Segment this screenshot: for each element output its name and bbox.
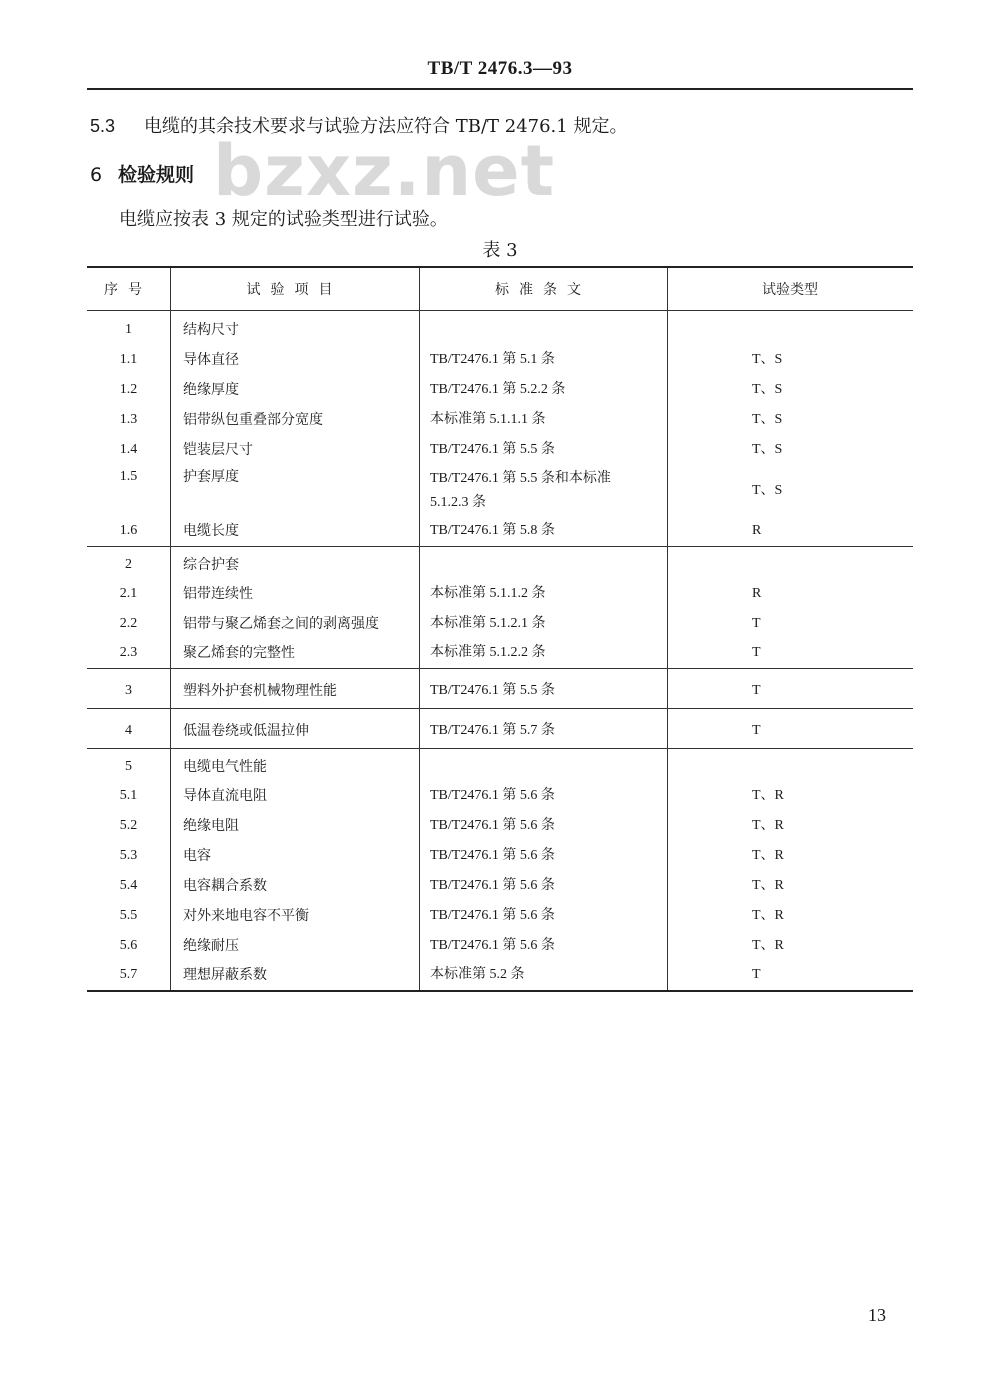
cell-item: 电容 xyxy=(171,841,420,871)
cell-standard: 本标准第 5.1.1.1 条 xyxy=(420,405,668,435)
cell-item: 塑料外护套机械物理性能 xyxy=(171,669,420,709)
table-row xyxy=(87,345,913,375)
cell-standard: 本标准第 5.1.2.1 条 xyxy=(420,609,668,639)
cell-standard: TB/T2476.1 第 5.8 条 xyxy=(420,517,668,547)
table-row xyxy=(87,375,913,405)
cell-num: 5.6 xyxy=(87,931,171,961)
table-row xyxy=(87,709,913,749)
cell-num: 5.2 xyxy=(87,811,171,841)
cell-type: T、S xyxy=(752,351,783,367)
cell-item: 电容耦合系数 xyxy=(171,871,420,901)
table-row xyxy=(87,811,913,841)
cell-type: T、S xyxy=(752,411,783,427)
clause-number: 5.3 xyxy=(90,116,116,136)
cell-item: 电缆长度 xyxy=(171,517,420,547)
cell-num: 2 xyxy=(87,547,171,579)
cell-type: T、S xyxy=(752,381,783,397)
cell-standard xyxy=(420,311,668,345)
cell-standard: TB/T2476.1 第 5.7 条 xyxy=(420,709,668,749)
cell-standard xyxy=(420,465,668,517)
cell-standard: TB/T2476.1 第 5.6 条 xyxy=(420,871,668,901)
cell-standard: 本标准第 5.1.1.2 条 xyxy=(420,579,668,609)
cell-num: 1.2 xyxy=(87,375,171,405)
cell-type: T、R xyxy=(752,787,784,803)
table-row xyxy=(87,961,913,991)
header-item: 试验项目 xyxy=(171,267,420,311)
cell-item: 铝带纵包重叠部分宽度 xyxy=(171,405,420,435)
cell-item: 绝缘电阻 xyxy=(171,811,420,841)
cell-type xyxy=(668,547,914,579)
table-caption: 表 3 xyxy=(482,240,518,261)
cell-num: 1.1 xyxy=(87,345,171,375)
cell-num: 5.4 xyxy=(87,871,171,901)
cell-item: 护套厚度 xyxy=(171,465,420,517)
watermark: bzxz.net xyxy=(213,130,556,212)
table-row xyxy=(87,749,913,781)
cell-type: T、S xyxy=(752,482,783,498)
header-rule xyxy=(87,88,913,90)
table-header-row xyxy=(87,267,913,311)
table-row xyxy=(87,781,913,811)
cell-num: 5 xyxy=(87,749,171,781)
cell-standard: TB/T2476.1 第 5.6 条 xyxy=(420,781,668,811)
table-row xyxy=(87,901,913,931)
cell-item: 铠装层尺寸 xyxy=(171,435,420,465)
table-row xyxy=(87,465,913,517)
clause-text: 电缆的其余技术要求与试验方法应符合 TB/T 2476.1 规定。 xyxy=(144,116,628,137)
cell-item: 绝缘厚度 xyxy=(171,375,420,405)
table-row xyxy=(87,931,913,961)
cell-type: T、R xyxy=(752,847,784,863)
section-title: 检验规则 xyxy=(118,164,195,186)
cell-standard: 本标准第 5.1.2.2 条 xyxy=(420,639,668,669)
cell-standard: TB/T2476.1 第 5.6 条 xyxy=(420,931,668,961)
cell-item: 聚乙烯套的完整性 xyxy=(171,639,420,669)
cell-num: 2.2 xyxy=(87,609,171,639)
cell-standard: TB/T2476.1 第 5.6 条 xyxy=(420,841,668,871)
cell-type: T、S xyxy=(752,441,783,457)
cell-item: 结构尺寸 xyxy=(171,311,420,345)
cell-type: T、R xyxy=(752,937,784,953)
table-row xyxy=(87,609,913,639)
cell-num: 5.5 xyxy=(87,901,171,931)
cell-type xyxy=(668,749,914,781)
table-row xyxy=(87,639,913,669)
cell-num: 1.4 xyxy=(87,435,171,465)
header-num: 序号 xyxy=(87,267,171,311)
cell-type: T xyxy=(668,639,914,669)
cell-standard: TB/T2476.1 第 5.2.2 条 xyxy=(420,375,668,405)
cell-standard xyxy=(420,547,668,579)
cell-num: 2.1 xyxy=(87,579,171,609)
cell-standard: 本标准第 5.2 条 xyxy=(420,961,668,991)
cell-num: 1.3 xyxy=(87,405,171,435)
cell-standard: TB/T2476.1 第 5.1 条 xyxy=(420,345,668,375)
test-table xyxy=(87,266,913,992)
cell-standard-line: TB/T2476.1 第 5.5 条和本标准 xyxy=(430,470,611,486)
cell-type: T、R xyxy=(752,817,784,833)
cell-item: 电缆电气性能 xyxy=(171,749,420,781)
cell-item: 铝带连续性 xyxy=(171,579,420,609)
cell-num: 1.6 xyxy=(87,517,171,547)
cell-type: R xyxy=(668,517,914,547)
cell-standard: TB/T2476.1 第 5.6 条 xyxy=(420,901,668,931)
cell-item: 铝带与聚乙烯套之间的剥离强度 xyxy=(171,609,420,639)
cell-standard: TB/T2476.1 第 5.6 条 xyxy=(420,811,668,841)
cell-item: 理想屏蔽系数 xyxy=(171,961,420,991)
table-row xyxy=(87,517,913,547)
table-row xyxy=(87,841,913,871)
cell-num: 5.7 xyxy=(87,961,171,991)
cell-type: T xyxy=(668,961,914,991)
table-row xyxy=(87,871,913,901)
table-row xyxy=(87,311,913,345)
table-row xyxy=(87,669,913,709)
cell-num: 5.3 xyxy=(87,841,171,871)
cell-item: 对外来地电容不平衡 xyxy=(171,901,420,931)
cell-standard: TB/T2476.1 第 5.5 条 xyxy=(420,669,668,709)
table-row xyxy=(87,579,913,609)
header-standard: 标准条文 xyxy=(420,267,668,311)
cell-num: 2.3 xyxy=(87,639,171,669)
table-row xyxy=(87,435,913,465)
cell-item: 导体直径 xyxy=(171,345,420,375)
header-type: 试验类型 xyxy=(668,267,914,311)
cell-item: 低温卷绕或低温拉伸 xyxy=(171,709,420,749)
cell-item: 绝缘耐压 xyxy=(171,931,420,961)
document-header: TB/T 2476.3—93 xyxy=(427,58,573,79)
cell-num: 5.1 xyxy=(87,781,171,811)
cell-standard: TB/T2476.1 第 5.5 条 xyxy=(420,435,668,465)
table-row xyxy=(87,405,913,435)
cell-type: T、R xyxy=(752,877,784,893)
cell-standard xyxy=(420,749,668,781)
intro-paragraph: 电缆应按表 3 规定的试验类型进行试验。 xyxy=(119,209,448,230)
cell-type: T xyxy=(668,709,914,749)
cell-item: 综合护套 xyxy=(171,547,420,579)
section-number: 6 xyxy=(90,164,103,186)
cell-standard-line: 5.1.2.3 条 xyxy=(430,494,486,510)
page-number: 13 xyxy=(868,1305,886,1325)
table-row xyxy=(87,547,913,579)
cell-type: T xyxy=(752,615,761,631)
cell-num: 1 xyxy=(87,311,171,345)
cell-num: 4 xyxy=(87,709,171,749)
cell-type: T、R xyxy=(752,907,784,923)
section-heading xyxy=(90,160,194,187)
cell-type xyxy=(668,311,914,345)
cell-type: R xyxy=(752,585,762,601)
cell-num: 3 xyxy=(87,669,171,709)
cell-item: 导体直流电阻 xyxy=(171,781,420,811)
cell-num: 1.5 xyxy=(87,465,171,517)
cell-type: T xyxy=(668,669,914,709)
